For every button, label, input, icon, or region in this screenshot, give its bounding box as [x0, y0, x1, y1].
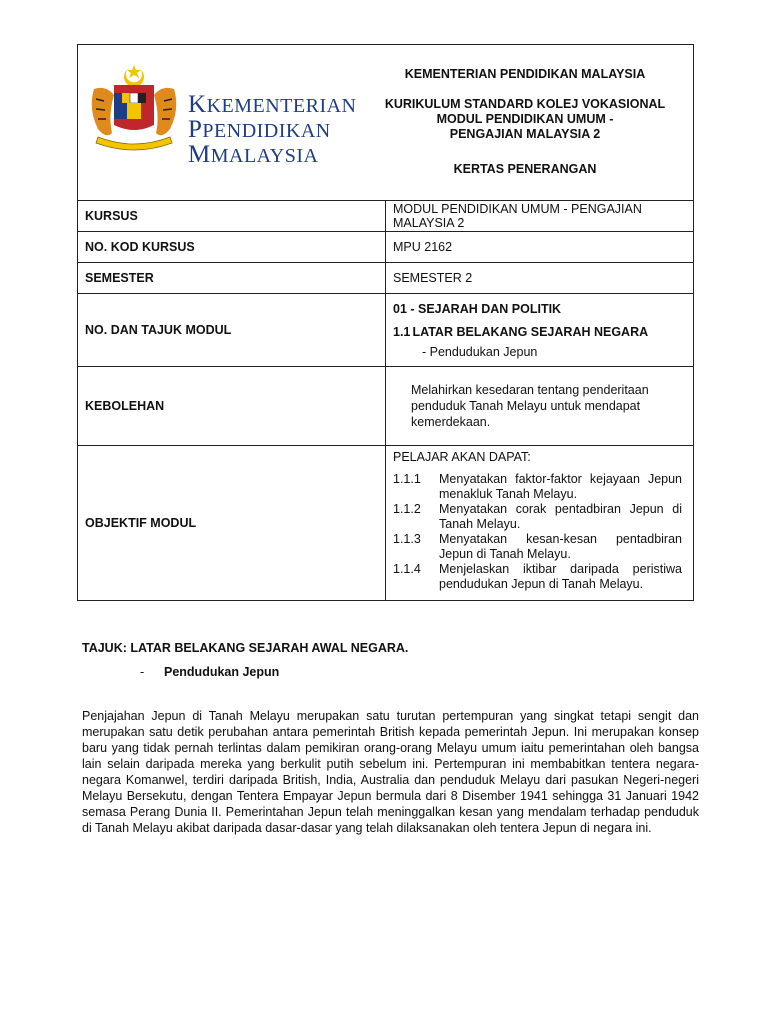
- objective-text: Menyatakan corak pentadbiran Jepun di Tanah Melayu.: [439, 502, 682, 531]
- curriculum-title-line-1: KURIKULUM STANDARD KOLEJ VOKASIONAL: [384, 97, 666, 111]
- list-item: [393, 502, 686, 532]
- modul-value: [386, 294, 694, 367]
- table-row: [78, 446, 694, 601]
- modul-subtopic: [393, 325, 686, 339]
- table-row: [78, 201, 694, 232]
- kursus-value: MODUL PENDIDIKAN UMUM - PENGAJIAN MALAYSIA 2: [386, 201, 694, 232]
- subtitle-text: Pendudukan Jepun: [164, 665, 280, 679]
- ministry-title: KEMENTERIAN PENDIDIKAN MALAYSIA: [404, 67, 646, 81]
- logo-word-3: MALAYSIA: [210, 145, 319, 167]
- section-title: TAJUK: LATAR BELAKANG SEJARAH AWAL NEGARA.: [82, 641, 409, 655]
- objective-number: 1.1.2: [393, 502, 421, 516]
- curriculum-title-line-3: PENGAJIAN MALAYSIA 2: [449, 127, 601, 141]
- objective-text: Menyatakan faktor-faktor kejayaan Jepun menakluk Tanah Melayu.: [439, 472, 682, 501]
- objektif-heading: PELAJAR AKAN DAPAT:: [393, 450, 531, 464]
- modul-label: NO. DAN TAJUK MODUL: [78, 294, 386, 367]
- objective-number: 1.1.3: [393, 532, 421, 546]
- kebolehan-label: KEBOLEHAN: [78, 367, 386, 446]
- list-item: [393, 472, 686, 502]
- subtopic-number: 1.1: [393, 324, 411, 339]
- objective-number: 1.1.1: [393, 472, 421, 486]
- objektif-value: [386, 446, 694, 601]
- kod-kursus-value: MPU 2162: [386, 232, 694, 263]
- table-row: [78, 294, 694, 367]
- module-info-table: [77, 44, 694, 601]
- modul-subtopic-item: - Pendudukan Jepun: [422, 344, 538, 359]
- logo-word-1: KEMENTERIAN: [206, 95, 357, 117]
- ministry-logo-wordmark: KKEMENTERIAN PPENDIDIKAN MMALAYSIA: [188, 91, 357, 168]
- objective-number: 1.1.4: [393, 562, 421, 576]
- list-item: [393, 562, 686, 592]
- table-row: [78, 367, 694, 446]
- objective-text: Menyatakan kesan-kesan pentadbiran Jepun di Tanah Melayu.: [439, 532, 682, 561]
- semester-value: SEMESTER 2: [386, 263, 694, 294]
- section-subtitle: [140, 665, 279, 679]
- table-row: [78, 263, 694, 294]
- logo-word-2: PENDIDIKAN: [202, 120, 331, 142]
- objective-text: Menjelaskan iktibar daripada peristiwa pendudukan Jepun di Tanah Melayu.: [439, 562, 682, 591]
- jata-negara-crest-icon: [84, 59, 184, 159]
- curriculum-title-line-2: MODUL PENDIDIKAN UMUM -: [436, 112, 614, 126]
- kursus-label: KURSUS: [78, 201, 386, 232]
- kebolehan-value: [386, 367, 694, 446]
- document-header: [78, 45, 694, 201]
- list-item: [393, 532, 686, 562]
- kod-kursus-label: NO. KOD KURSUS: [78, 232, 386, 263]
- kebolehan-text: Melahirkan kesedaran tentang penderitaan penduduk Tanah Melayu untuk mendapat kemerdekaan.: [411, 383, 649, 429]
- objektif-label: OBJEKTIF MODUL: [78, 446, 386, 601]
- document-type: KERTAS PENERANGAN: [453, 162, 597, 176]
- bullet-dash: -: [140, 665, 145, 679]
- table-row: [78, 232, 694, 263]
- subtopic-title: LATAR BELAKANG SEJARAH NEGARA: [412, 324, 649, 339]
- modul-number-title: 01 - SEJARAH DAN POLITIK: [393, 301, 562, 316]
- body-paragraph: Penjajahan Jepun di Tanah Melayu merupakan satu turutan pertempuran yang singkat tetapi sengit dan merupakan satu detik perubahan antara pemerintah British kepada pemerintah Jepun. Ini merupakan konsep baru yang tidak pernah terlintas dalam pemikiran orang-orang Melayu umum iaitu pemerintahan oleh bangsa lain selain daripada mereka yang berkulit putih sebelum ini. Pertempuran ini membabitkan tentera negara-negara Komanwel, terdiri daripada British, India, Australia dan penduduk Melayu dari pasukan Negeri-negeri Melayu Bersekutu, dengan Tentera Empayar Jepun bermula dari 8 Disember 1941 sehingga 31 Januari 1942 semasa Perang Dunia II. Pemerintahan Jepun telah meninggalkan kesan yang mendalam terhadap penduduk di Tanah Melayu akibat daripada dasar-dasar yang telah dilaksanakan oleh tentera Jepun di negara ini.: [82, 709, 699, 835]
- semester-label: SEMESTER: [78, 263, 386, 294]
